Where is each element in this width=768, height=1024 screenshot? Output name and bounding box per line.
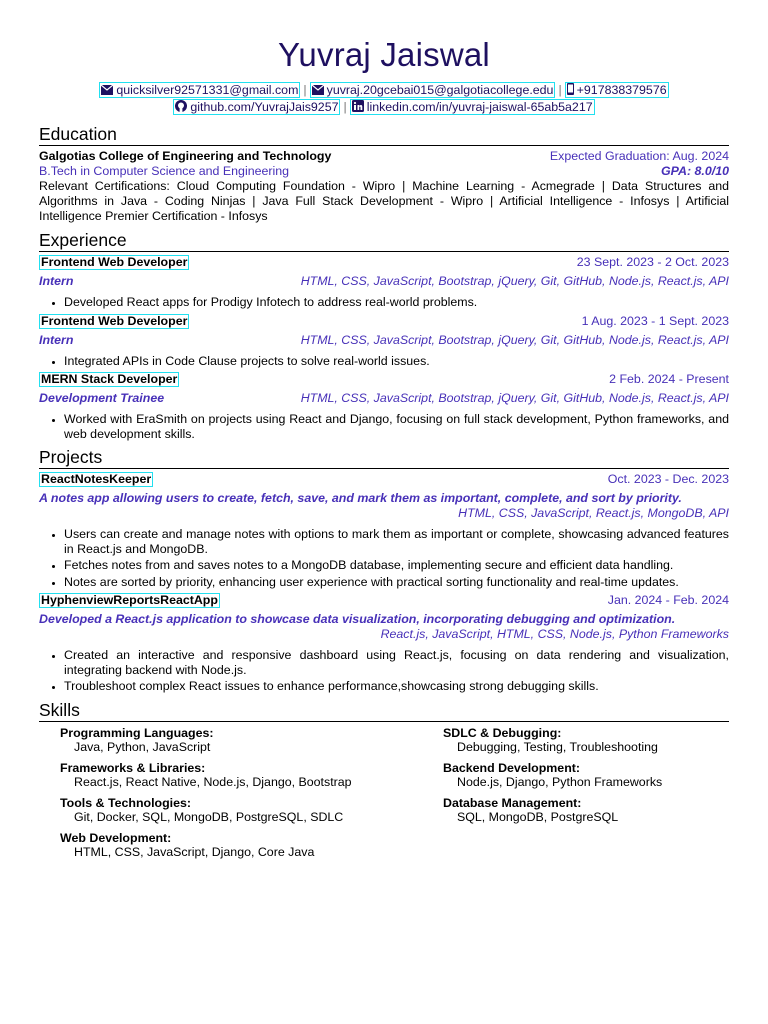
experience-bullets	[39, 295, 729, 310]
section-title-projects: Projects	[39, 447, 729, 469]
experience-role: Intern	[39, 332, 74, 347]
bullet-item: • Users can create and manage notes with options to mark them as important or complete, showcasing advanced features in React.js and MongoDB.	[64, 527, 729, 556]
project-summary: Developed a React.js application to showcase data visualization, incorporating debugging and optimization.	[39, 612, 676, 626]
contact-line-2: github.com/YuvrajJais9257 | linkedin.com/in/yuvraj-jaiswal-65ab5a217	[39, 99, 729, 116]
project-bullets	[39, 648, 729, 694]
bullet-item: • Troubleshoot complex React issues to enhance performance,showcasing strong debugging skills.	[64, 679, 729, 694]
email-link-1[interactable]: quicksilver92571331@gmail.com	[99, 82, 300, 98]
skill-values: SQL, MongoDB, PostgreSQL	[457, 809, 619, 824]
project-tech: React.js, JavaScript, HTML, CSS, Node.js, Python Frameworks	[380, 627, 729, 641]
project-bullets	[39, 527, 729, 589]
gpa: GPA: 8.0/10	[661, 164, 729, 178]
project-header	[39, 472, 729, 487]
skill-group	[443, 796, 733, 824]
project-title-link[interactable]: HyphenviewReportsReactApp	[41, 593, 218, 607]
skill-values: Node.js, Django, Python Frameworks	[457, 774, 663, 789]
project-tech: HTML, CSS, JavaScript, React.js, MongoDB, API	[458, 506, 729, 520]
skill-values: HTML, CSS, JavaScript, Django, Core Java	[74, 844, 315, 859]
experience-header	[39, 255, 729, 270]
linkedin-link[interactable]: linkedin.com/in/yuvraj-jaiswal-65ab5a217	[350, 99, 595, 115]
skill-heading: Frameworks & Libraries:	[60, 760, 206, 775]
experience-dates: 23 Sept. 2023 - 2 Oct. 2023	[576, 255, 729, 269]
bullet-item: • Integrated APIs in Code Clause projects to solve real-world issues.	[64, 354, 729, 369]
envelope-icon	[312, 85, 324, 95]
school-name: Galgotias College of Engineering and Technology	[39, 149, 332, 163]
contact-line-1: quicksilver92571331@gmail.com | yuvraj.20gcebai015@galgotiacollege.edu | +917838379576	[39, 82, 729, 99]
experience-title-link[interactable]: Frontend Web Developer	[41, 255, 188, 269]
section-title-experience: Experience	[39, 230, 729, 252]
skill-group	[443, 726, 733, 754]
experience-subheader	[39, 391, 729, 406]
resume-page	[39, 0, 729, 866]
section-title-education: Education	[39, 124, 729, 146]
experience-header	[39, 372, 729, 387]
skill-heading: Programming Languages:	[60, 725, 214, 740]
skill-group	[60, 761, 443, 789]
project-entry	[39, 472, 729, 589]
skill-heading: Database Management:	[443, 795, 582, 810]
phone-icon	[567, 83, 574, 95]
education-row-2	[39, 164, 729, 179]
phone-link[interactable]: +917838379576	[565, 82, 669, 98]
experience-tech: HTML, CSS, JavaScript, Bootstrap, jQuery, Git, GitHub, Node.js, React.js, API	[300, 391, 729, 405]
project-entry	[39, 593, 729, 694]
experience-dates: 1 Aug. 2023 - 1 Sept. 2023	[581, 313, 729, 328]
bullet-item: • Created an interactive and responsive dashboard using React.js, focusing on data rendering and visualization, integrating backend with Node.js.	[64, 648, 729, 677]
skill-heading: Web Development:	[60, 830, 172, 845]
experience-subheader	[39, 333, 729, 348]
graduation-date: Expected Graduation: Aug. 2024	[549, 149, 729, 163]
skills-grid	[39, 726, 729, 866]
skill-values: Java, Python, JavaScript	[74, 739, 211, 754]
experience-list	[39, 255, 729, 441]
skill-values: React.js, React Native, Node.js, Django, Bootstrap	[74, 774, 352, 789]
email-link-2[interactable]: yuvraj.20gcebai015@galgotiacollege.edu	[310, 82, 556, 98]
skill-heading: SDLC & Debugging:	[443, 725, 562, 740]
certifications: Relevant Certifications: Cloud Computing Foundation - Wipro | Machine Learning - Acmegrade | Data Structures and Algorithms in Java - Coding Ninjas | Java Full Stack Development - Wipro | Artificial Intelligence - Infosys | Artificial Intelligence Premier Certification - Infosys	[39, 179, 729, 223]
skill-group	[443, 761, 733, 789]
bullet-item: • Developed React apps for Prodigy Infotech to address real-world problems.	[64, 295, 729, 310]
skill-heading: Tools & Technologies:	[60, 795, 192, 810]
experience-role: Intern	[39, 274, 74, 288]
project-list	[39, 472, 729, 694]
project-title-link[interactable]: ReactNotesKeeper	[41, 472, 152, 486]
bullet-item: • Notes are sorted by priority, enhancing user experience with practical sorting functionality and real-time updates.	[64, 575, 729, 590]
github-link[interactable]: github.com/YuvrajJais9257	[173, 99, 340, 115]
envelope-icon	[101, 85, 113, 95]
skill-values: Git, Docker, SQL, MongoDB, PostgreSQL, SDLC	[74, 809, 344, 824]
project-dates: Oct. 2023 - Dec. 2023	[607, 472, 729, 486]
skill-group	[60, 831, 443, 859]
experience-tech: HTML, CSS, JavaScript, Bootstrap, jQuery, Git, GitHub, Node.js, React.js, API	[300, 274, 729, 288]
skill-group	[60, 796, 443, 824]
experience-bullets	[39, 354, 729, 369]
education-row-1	[39, 149, 729, 164]
experience-subheader	[39, 274, 729, 289]
project-dates: Jan. 2024 - Feb. 2024	[607, 593, 729, 607]
experience-dates: 2 Feb. 2024 - Present	[609, 372, 729, 386]
experience-entry	[39, 372, 729, 441]
candidate-name: Yuvraj Jaiswal	[278, 36, 490, 73]
degree: B.Tech in Computer Science and Engineering	[39, 164, 290, 178]
experience-entry	[39, 314, 729, 369]
experience-entry	[39, 255, 729, 310]
github-icon	[175, 100, 187, 112]
experience-tech: HTML, CSS, JavaScript, Bootstrap, jQuery, Git, GitHub, Node.js, React.js, API	[300, 332, 729, 347]
experience-role: Development Trainee	[39, 391, 165, 405]
project-header	[39, 593, 729, 608]
bullet-item: • Worked with EraSmith on projects using React and Django, focusing on full stack development, Python frameworks, and web development skills.	[64, 412, 729, 441]
experience-title-link[interactable]: MERN Stack Developer	[41, 372, 178, 386]
experience-header	[39, 314, 729, 329]
project-summary: A notes app allowing users to create, fetch, save, and mark them as important, complete, and sort by priority.	[39, 491, 682, 505]
experience-bullets	[39, 412, 729, 441]
section-title-skills: Skills	[39, 700, 729, 722]
skill-values: Debugging, Testing, Troubleshooting	[457, 739, 658, 754]
experience-title-link[interactable]: Frontend Web Developer	[41, 313, 188, 328]
bullet-item: • Fetches notes from and saves notes to a MongoDB database, implementing secure and efficient data handling.	[64, 558, 729, 573]
linkedin-icon	[352, 100, 364, 112]
skill-heading: Backend Development:	[443, 760, 581, 775]
skill-group	[60, 726, 443, 754]
